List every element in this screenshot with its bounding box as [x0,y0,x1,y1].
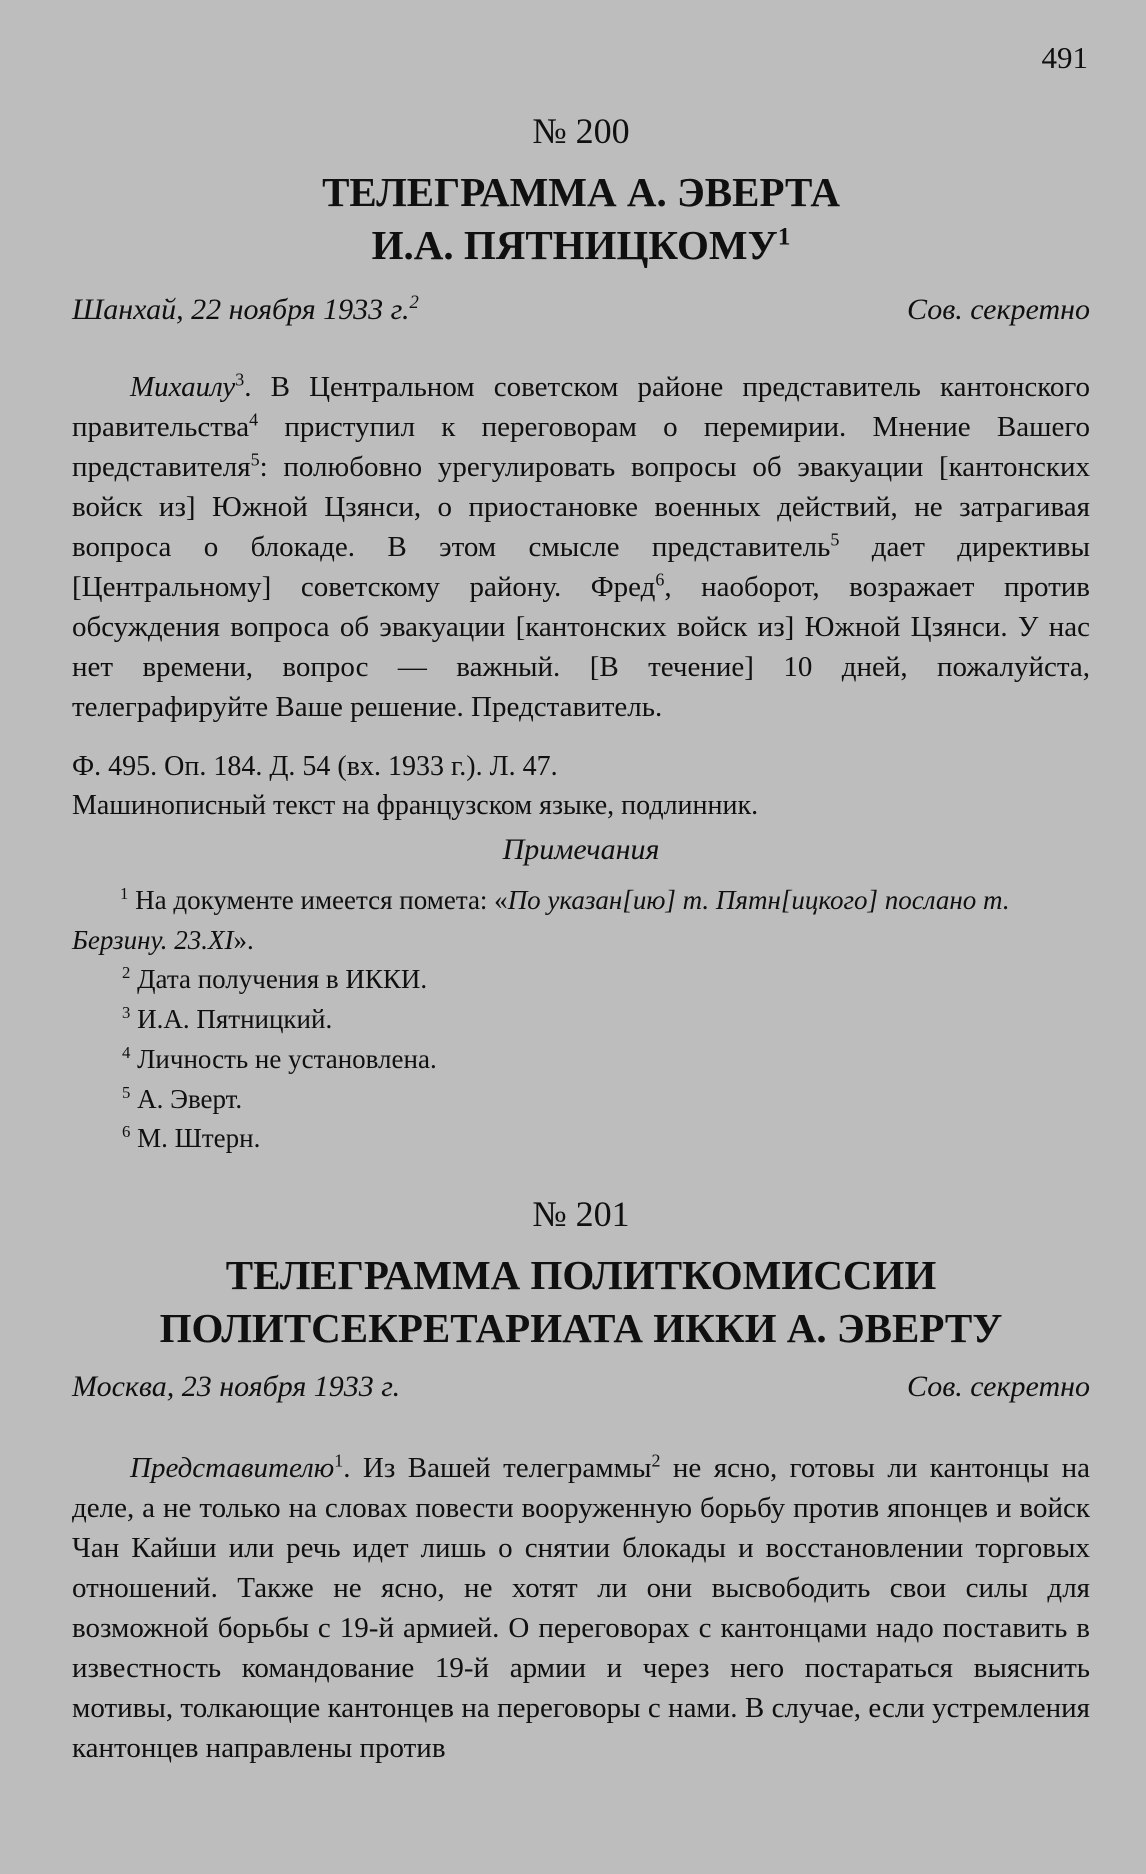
doc-200-title-line2-text: И.А. ПЯТНИЦКОМУ [371,222,778,269]
doc-200-addressee: Михаилу [130,370,236,403]
body-text: приступил к переговорам о перемирии. Мнение Вашего представителя [72,410,1090,483]
footnote-mark: 1 [120,884,129,904]
footnote-2 [72,960,1090,1000]
doc-200-body [72,367,1090,727]
doc-200-number: № 200 [532,111,630,151]
doc-200-notes-title: Примечания [502,833,660,867]
doc-201-body [72,1448,1090,1768]
body-text: дает директивы [Центральному] советскому району. Фред [72,530,1090,603]
footnote-text: На документе имеется помета: « [128,885,508,916]
footnote-ref: 1 [777,222,791,251]
footnote-mark: 5 [122,1082,131,1102]
footnote-text: М. Штерн. [130,1123,261,1154]
footnote-ref: 5 [830,529,840,549]
doc-201-title-line1: ТЕЛЕГРАММА ПОЛИТКОМИССИИ [225,1251,937,1298]
footnote-text: Личность не установлена. [130,1043,437,1074]
footnote-ref: 2 [651,1449,661,1470]
doc-200-meta [72,293,1090,327]
doc-200-archive-ref: Ф. 495. Оп. 184. Д. 54 (вх. 1933 г.). Л. 47. [72,750,558,782]
body-text: , наоборот, возражает против обсуждения вопроса об эвакуации [кантонских войск из] Южной Цзянси. У нас нет времени, вопрос — важный. [В течение] 10 дней, пожалуйста, телеграфируйте Ваше решение. Представитель. [72,570,1090,723]
doc-201-meta [72,1370,1090,1404]
footnote-text: И.А. Пятницкий. [130,1004,333,1035]
footnote-6 [72,1119,1090,1159]
footnote-ref: 5 [250,448,260,469]
body-text: . В Центральном советском районе представитель кантонского правительства [72,370,1090,443]
footnote-1 [72,881,1090,960]
footnote-mark: 6 [122,1122,131,1142]
page-number: 491 [1041,40,1088,75]
doc-201-addressee: Представителю [130,1451,335,1484]
doc-201-title-line2: ПОЛИТСЕКРЕТАРИАТА ИККИ А. ЭВЕРТУ [159,1305,1003,1352]
body-text: : полюбовно урегулировать вопросы об эвакуации [кантонских войск из] Южной Цзянси, о приостановке военных действий, не затрагивая вопроса о блокаде. В этом смысле представитель [72,450,1090,563]
footnote-mark: 3 [122,1003,131,1023]
page-content [72,92,1090,1768]
doc-200-title [72,166,1090,273]
doc-200-place-date-text: Шанхай, 22 ноября 1933 г. [72,292,410,326]
footnote-text: Дата получения в ИККИ. [130,964,428,995]
doc-200-classification: Сов. секретно [907,292,1090,326]
doc-200-text-type: Машинописный текст на французском языке, подлинник. [72,789,759,821]
footnote-ref: 6 [655,569,665,590]
footnote-mark: 4 [122,1042,131,1062]
body-text: . Из Вашей телеграммы [343,1451,652,1484]
footnote-text-end: ». [233,924,254,955]
footnote-ref: 4 [249,408,259,429]
footnote-ref: 3 [235,368,245,389]
footnote-5 [72,1080,1090,1120]
doc-201-title [72,1249,1090,1356]
body-text: не ясно, готовы ли кантонцы на деле, а не только на словах повести вооруженную борьбу против японцев и войск Чан Кайши или речь идет лишь о снятии блокады и восстановлении торговых отношений. Также не ясно, не хотят ли они высвободить свои силы для возможной борьбы с 19-й армией. О переговорах с кантонцами надо поставить в известность командование 19-й армии и через него постараться выяснить мотивы, толкающие кантонцев на переговоры с нами. В случае, если устремления кантонцев направлены против [72,1451,1090,1764]
footnote-4 [72,1040,1090,1080]
doc-200-title-line1: ТЕЛЕГРАММА А. ЭВЕРТА [322,169,840,215]
doc-200-source [72,747,1090,825]
footnote-ref: 2 [409,291,419,313]
footnote-quote: По указан[ию] т. Пятн[ицкого] послано т. Берзину. 23.XI [72,885,1010,955]
doc-201-number: № 201 [532,1193,630,1234]
doc-200-place-date [72,293,419,327]
doc-200-title-line2 [72,219,1090,272]
footnote-ref: 1 [334,1449,344,1470]
footnote-text: А. Эверт. [130,1083,243,1114]
doc-201-place-date: Москва, 23 ноября 1933 г. [72,1369,401,1403]
doc-201-classification: Сов. секретно [907,1369,1090,1403]
footnote-mark: 2 [122,963,131,983]
footnote-3 [72,1000,1090,1040]
doc-200-notes [72,881,1090,1159]
